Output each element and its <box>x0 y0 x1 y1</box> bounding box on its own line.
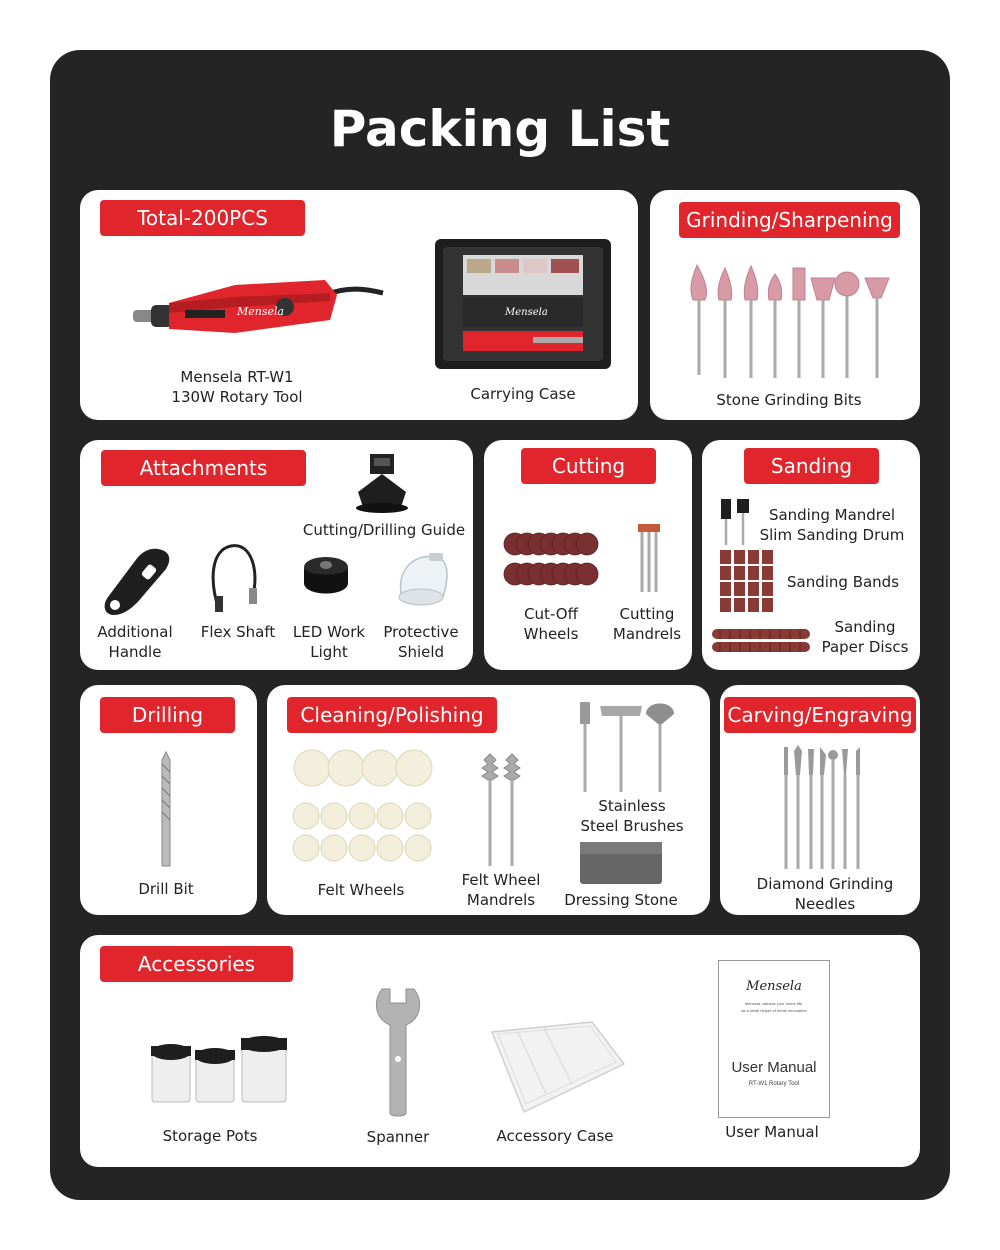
steel-brushes-label-line2: Steel Brushes <box>580 817 684 835</box>
carrying-case-label: Carrying Case <box>470 385 576 403</box>
carrying-case-image <box>433 235 613 370</box>
spanner-label: Spanner <box>366 1128 430 1146</box>
storage-pots-image <box>148 1036 290 1106</box>
cutting-drilling-guide-image <box>352 450 412 515</box>
user-manual-label: User Manual <box>725 1123 819 1141</box>
protective-shield-label-line1: Protective <box>383 623 459 641</box>
stone-grinding-bits-image <box>685 260 895 380</box>
manual-cover-tagline-1: Mensela, witness your home life, <box>744 1001 804 1006</box>
sanding-mandrel-label-line2: Slim Sanding Drum <box>759 526 905 544</box>
felt-wheels-label: Felt Wheels <box>317 881 405 899</box>
diamond-grinding-needles-label-line2: Needles <box>794 895 856 913</box>
flex-shaft-image <box>205 540 265 615</box>
drill-bit-image <box>159 750 173 868</box>
cutting-mandrels-label-line1: Cutting <box>619 605 675 623</box>
sanding-bands-image <box>718 548 776 614</box>
manual-cover-brand: Mensela <box>746 979 802 994</box>
drill-bit-label: Drill Bit <box>138 880 194 898</box>
rotary-tool-image <box>125 255 385 355</box>
additional-handle-label-line1: Additional <box>97 623 173 641</box>
cleaning-badge: Cleaning/Polishing <box>287 697 497 733</box>
tool-brand-text: Mensela <box>237 305 285 318</box>
cutting-badge: Cutting <box>521 448 656 484</box>
led-work-light-image <box>298 553 354 605</box>
sanding-paper-discs-label-line2: Paper Discs <box>821 638 909 656</box>
cutting-mandrels-label-line2: Mandrels <box>612 625 682 643</box>
cut-off-wheels-label-line2: Wheels <box>523 625 579 643</box>
sanding-mandrel-image <box>717 497 753 547</box>
protective-shield-label-line2: Shield <box>397 643 445 661</box>
felt-wheel-mandrels-label-line1: Felt Wheel <box>461 871 541 889</box>
cut-off-wheels-label-line1: Cut-Off <box>524 605 578 623</box>
dressing-stone-label: Dressing Stone <box>564 891 678 909</box>
additional-handle-label-line2: Handle <box>108 643 162 661</box>
drilling-badge: Drilling <box>100 697 235 733</box>
sanding-mandrel-label-line1: Sanding Mandrel <box>768 506 896 524</box>
manual-cover-title: User Manual <box>731 1059 817 1076</box>
storage-pots-label: Storage Pots <box>162 1127 258 1145</box>
sanding-bands-label: Sanding Bands <box>786 573 900 591</box>
felt-wheels-image <box>292 748 434 864</box>
attachments-badge: Attachments <box>101 450 306 486</box>
stone-grinding-bits-label: Stone Grinding Bits <box>716 391 862 409</box>
steel-brushes-image <box>574 698 682 794</box>
rotary-tool-label-line1: Mensela RT-W1 <box>180 368 294 386</box>
steel-brushes-label-line1: Stainless <box>598 797 666 815</box>
carving-badge: Carving/Engraving <box>724 697 916 733</box>
led-work-light-label-line1: LED Work <box>292 623 366 641</box>
protective-shield-image <box>393 547 453 609</box>
felt-wheel-mandrels-label-line2: Mandrels <box>466 891 536 909</box>
led-work-light-label-line2: Light <box>310 643 348 661</box>
flex-shaft-label: Flex Shaft <box>200 623 276 641</box>
felt-wheel-mandrels-image <box>480 752 522 868</box>
page-title: Packing List <box>329 100 671 158</box>
diamond-grinding-needles-label-line1: Diamond Grinding <box>756 875 894 893</box>
sanding-paper-discs-image <box>710 627 812 655</box>
spanner-image <box>372 985 424 1120</box>
cutting-drilling-guide-label: Cutting/Drilling Guide <box>302 521 466 539</box>
diamond-grinding-needles-image <box>778 745 864 871</box>
svg-text:Mensela: Mensela <box>505 307 548 318</box>
accessories-badge: Accessories <box>100 946 293 982</box>
rotary-tool-label-line2: 130W Rotary Tool <box>171 388 303 406</box>
total-badge: Total-200PCS <box>100 200 305 236</box>
cut-off-wheels-image <box>503 528 601 590</box>
accessory-case-label: Accessory Case <box>496 1127 614 1145</box>
dressing-stone-image <box>578 840 664 886</box>
accessory-case-image <box>488 1020 628 1116</box>
manual-cover-tagline-2: as a small helper of home decoration <box>741 1008 807 1013</box>
additional-handle-image <box>98 545 178 620</box>
manual-cover-model: RT-W1 Rotary Tool <box>748 1081 800 1087</box>
user-manual-image <box>718 960 830 1118</box>
sanding-badge: Sanding <box>744 448 879 484</box>
cutting-mandrels-image <box>636 522 662 594</box>
grinding-badge: Grinding/Sharpening <box>679 202 900 238</box>
sanding-paper-discs-label-line1: Sanding <box>834 618 896 636</box>
